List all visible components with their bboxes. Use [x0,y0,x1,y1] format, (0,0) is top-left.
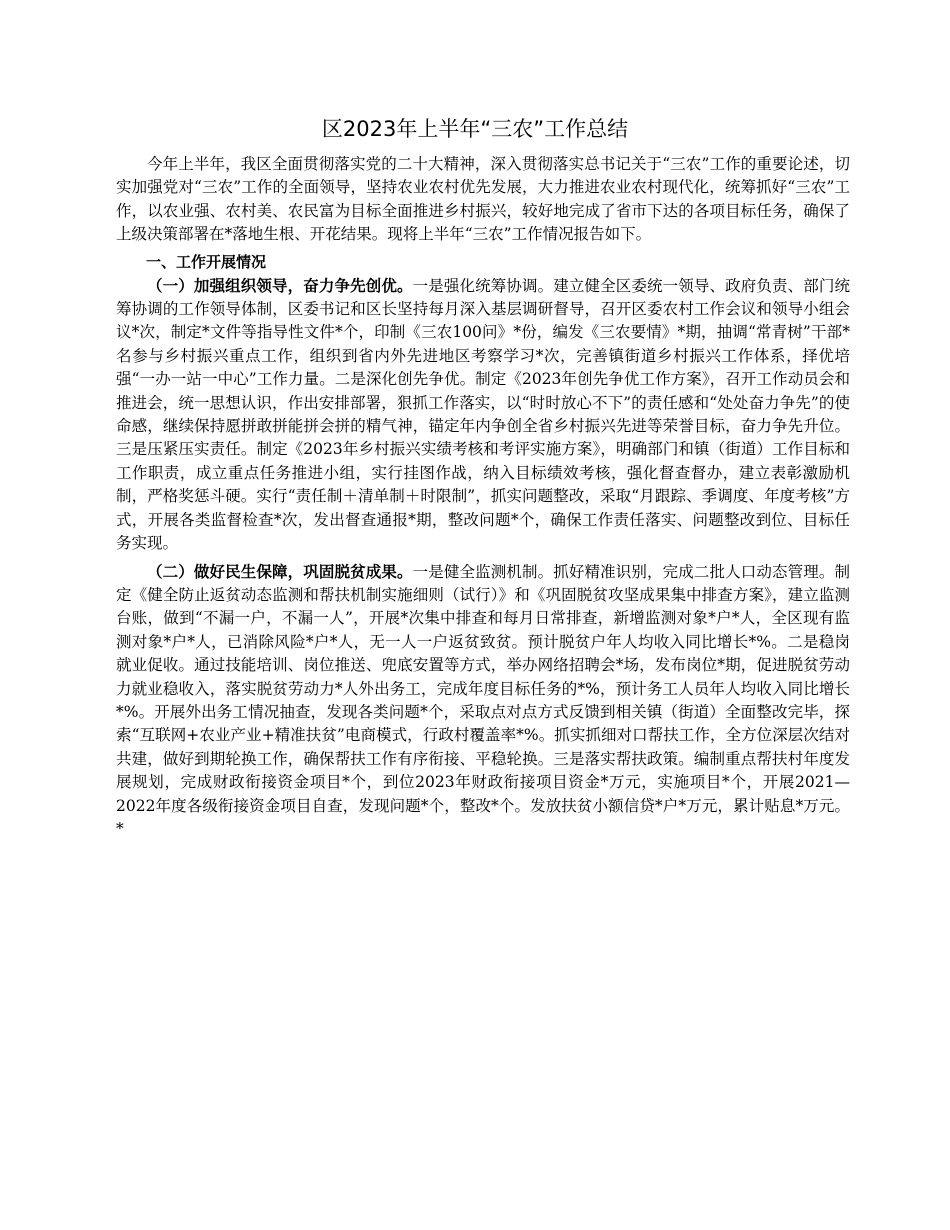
section-heading: 一、工作开展情况 [146,252,267,271]
subsection-2-body: 一是健全监测机制。抓好精准识别，完成二批人口动态管理。制定《健全防止返贫动态监测和帮扶机制实施细则（试行）》和《巩固脱贫攻坚成果集中排查方案》，建立监测台账，做到“不漏一户，不漏一人”，开展*次集中排查和每月日常排查，新增监测对象*户*人，全区现有监测对象*户*人，已消除风险*户*人，无一人一户返贫致贫。预计脱贫户年人均收入同比增长*%。二是稳岗就业促收。通过技能培训、岗位推送、兜底安置等方式，举办网络招聘会*场，发布岗位*期，促进脱贫劳动力就业稳收入，落实脱贫劳动力*人外出务工，完成年度目标任务的*%，预计务工人员年人均收入同比增长*%。开展外出务工情况抽查，发现各类问题*个，采取点对点方式反馈到相关镇（街道）全面整改完毕，探索“互联网+农业产业+精准扶贫”电商模式，行政村覆盖率*%。抓实抓细对口帮扶工作，全方位深层次结对共建，做好到期轮换工作，确保帮扶工作有序衔接、平稳轮换。三是落实帮扶政策。编制重点帮扶村年度发展规划，完成财政衔接资金项目*个，到位2023年财政衔接项目资金*万元，实施项目*个，开展2021—2022年度各级衔接资金项目自查，发现问题*个，整改*个。发放扶贫小额信贷*户*万元，累计贴息*万元。* [116,562,850,838]
document-title: 区2023年上半年“三农”工作总结 [321,117,629,141]
subsection-2-heading: （二）做好民生保障，巩固脱贫成果。 [147,562,413,581]
subsection-1-body: 一是强化统筹协调。建立健全区委统一领导、政府负责、部门统筹协调的工作领导体制，区委书记和区长坚持每月深入基层调研督导，召开区委农村工作会议和领导小组会议*次，制定*文件等指导性文件*个，印制《三农100问》*份，编发《三农要情》*期，抽调“常青树”干部*名参与乡村振兴重点工作，组织到省内外先进地区考察学习*次，完善镇街道乡村振兴工作体系，择优培强“一办一站一中心”工作力量。二是深化创先争优。制定《2023年创先争优工作方案》，召开工作动员会和推进会，统一思想认识，作出安排部署，狠抓工作落实，以“时时放心不下”的责任感和“处处奋力争先”的使命感，继续保持愿拼敢拼能拼会拼的精气神，锚定年内争创全省乡村振兴先进等荣誉目标，奋力争先升位。三是压紧压实责任。制定《2023年乡村振兴实绩考核和考评实施方案》，明确部门和镇（街道）工作目标和工作职责，成立重点任务推进小组，实行挂图作战，纳入目标绩效考核，强化督查督办，建立表彰激励机制，严格奖惩斗硬。实行“责任制＋清单制＋时限制”，抓实问题整改，采取“月跟踪、季调度、年度考核”方式，开展各类监督检查*次，发出督查通报*期，整改问题*个，确保工作责任落实、问题整改到位、目标任务实现。 [116,276,850,553]
document-body [116,153,850,841]
subsection-1-paragraph [116,275,850,556]
subsection-2-paragraph [116,561,850,842]
subsection-1-heading: （一）加强组织领导，奋力争先创优。 [147,276,413,295]
intro-paragraph: 今年上半年，我区全面贯彻落实党的二十大精神，深入贯彻落实总书记关于“三农”工作的重要论述，切实加强党对“三农”工作的全面领导，坚持农业农村优先发展，大力推进农业农村现代化，统筹抓好“三农”工作，以农业强、农村美、农民富为目标全面推进乡村振兴，较好地完成了省市下达的各项目标任务，确保了上级决策部署在*落地生根、开花结果。现将上半年“三农”工作情况报告如下。 [116,155,850,244]
